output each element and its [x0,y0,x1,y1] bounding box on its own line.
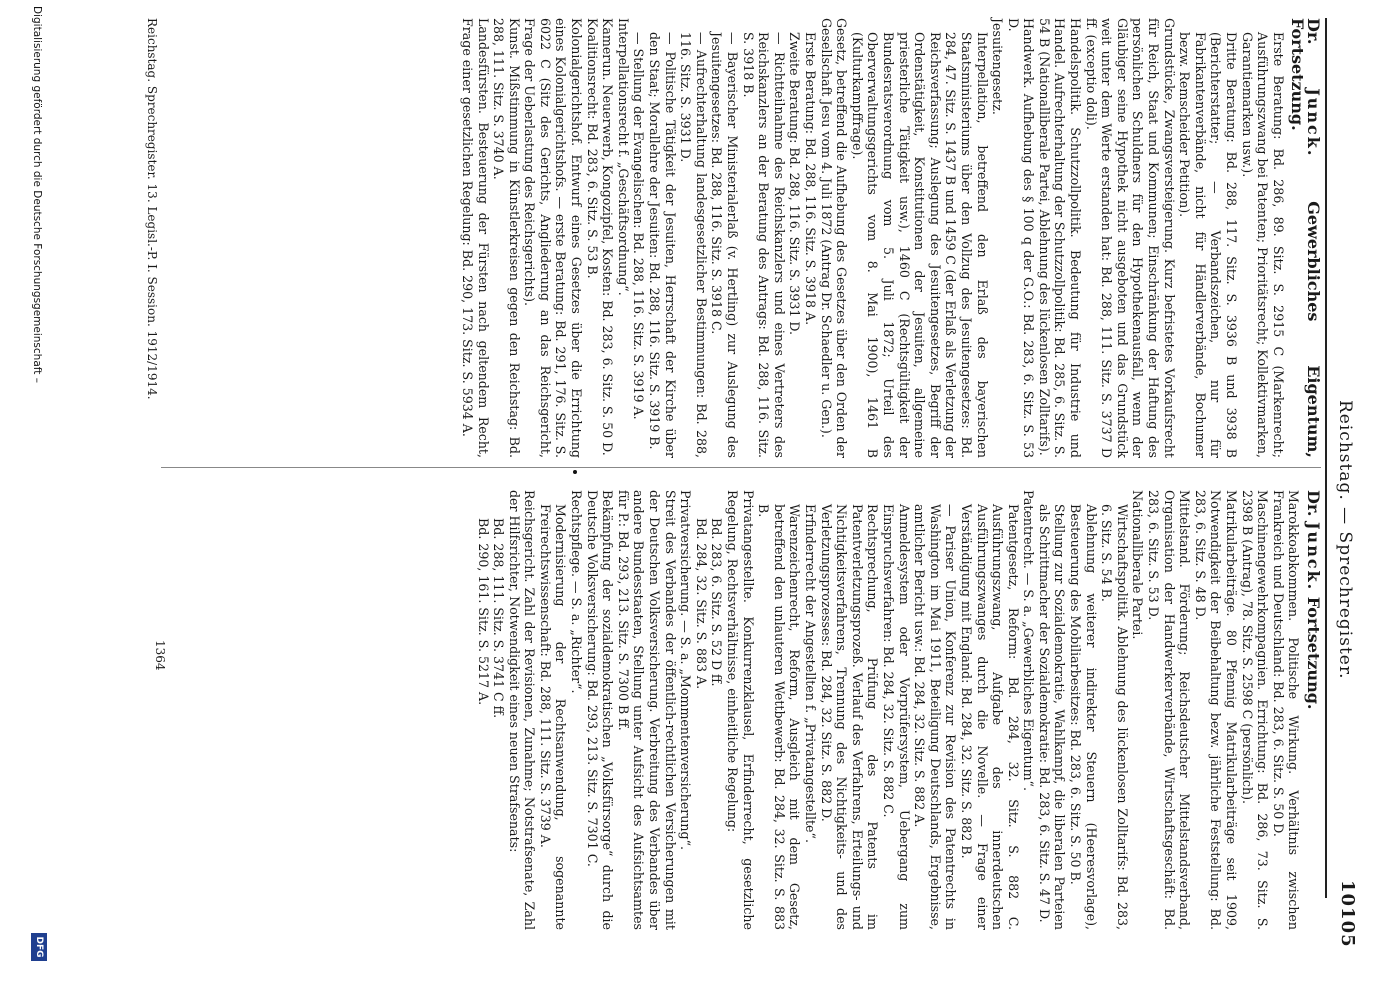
entry-text: Bekämpfung der sozialdemokratischen „Volksfürsorge“ durch die Deutsche Volksversicherung: Bd. 293, 213. Sitz. S. 7301 C. [584,490,616,930]
entry-text: Interpellationsrecht f. „Geschäftsordnung“. [615,18,631,296]
entry-text: Ablehnung weiterer indirekter Steuern (Heeresvorlage), Besteuerung des Mobiliarbesitzes: Bd. 283, 6. Sitz. S. 50 B. [1068,504,1099,930]
entry-text: Nationalliberale Partei. [1130,490,1146,640]
entry-text: Stellung zur Sozialdemokratie, Wahlkampf, die liberalen Parteien als Schrittmacher der Sozialdemokratie: Bd. 283, 6. Sitz. S. 47 D. [1036,504,1068,930]
right-column-title [1305,490,1321,930]
entry-text: Handelspolitik. Schutzzollpolitik. Bedeutung für Industrie und Handel. Aufrechterhaltung der Schutzzollpolitik: Bd. 285, 6. Sitz. S. 54 B (Nationalliberale Partei, Ablehnung des lückenlosen Zolltarifs). [1036,18,1084,458]
entry-text: Matrikularbeiträge. 80 Pfennig Matrikularbeiträge seit 1909, Notwendigkeit der Beibehaltung bezw. jährliche Feststellung: Bd. 283, 6. Sitz. S. 48 D. [1192,490,1240,930]
entry-text: Mittelstand. Förderung; Reichsdeutscher Mittelstandsverband, Organisation der Handwerkerverbände, Wirtschaftsgeschäft: Bd. 283, 6. Sitz. S. 53 D. [1146,490,1193,930]
entry-text: Streit des Verbandes der öffentlich-rechtlichen Versicherungen mit der Deutschen Volksversicherung. Verbreitung des Verbandes über andere Bundesstaaten, Stellung unter Aufsicht des Aufsichtsamtes für P.: Bd. 293, 213. Sitz. S. 7300 B ff. [615,490,678,930]
footer-page-number: 1364 [153,640,167,671]
entry-text: Marokkoabkommen. Politische Wirkung. Verhältnis zwischen Frankreich und Deutschland: Bd. 283, 6. Sitz. S. 50 D. [1270,490,1302,930]
entry-text: Wirtschaftspolitik. Ablehnung des lückenlosen Zolltarifs: Bd. 283, 6. Sitz. S. 54 B. [1099,504,1130,930]
entry-text: — Aufrechterhaltung landesgesetzlicher Bestimmungen: Bd. 288, 116. Sitz. S. 3931 D. [678,32,709,458]
title-prefix: Dr. [1304,490,1323,517]
entry-text: — Stellung der Evangelischen: Bd. 288, 116. Sitz. S. 3919 A. [631,32,647,420]
entry-text: Bd. 283, 6. Sitz. S. 52 D ff. [709,518,725,687]
entry-text: Privatangestellte. Konkurrenzklausel, Erfinderrecht, gesetzliche Regelung, Rechtsverhältnisse, einheitliche Regelung: [725,490,756,930]
digitization-caption: Digitalisierung gefördert durch die Deutsche Forschungsgemeinschaft – [31,6,43,383]
entry-text: Reichsgericht. Zahl der Revisionen, Zunahme; Notstrafsenate, Zahl der Hilfsrichter, Notwendigkeit eines neuen Strafsenats: [506,490,538,930]
entry-text: Warenzeichenrecht, Reform, Ausgleich mit dem Gesetz, betreffend den unlauteren Wettbewerb: Bd. 284, 32. Sitz. S. 883 B. [756,504,803,930]
entry-text: — Richtteilnahme des Reichskanzlers und eines Vertreters des Reichskanzlers an der Beratung des Antrags: Bd. 288, 116. Sitz. S. 3918 B. [740,32,787,458]
entry-text: Landesfürsten. Besteuerung der Fürsten nach geltendem Recht, Frage einer gesetzlichen Regelung: Bd. 290, 173. Sitz. S. 5934 A. [459,18,491,458]
entry-text: Zweite Beratung: Bd. 288, 116. Sitz. S. 3931 D. [787,32,803,336]
entry-text: Patentrecht. — S. a. „Gewerbliches Eigentum“. [1021,490,1037,791]
running-header: Reichstag. — Sprechregister. [1335,400,1355,680]
entry-text: Erfinderrecht der Angestellten f. „Privatangestellte“. [803,504,818,843]
entry-text: Interpellation, betreffend den Erlaß des bayerischen Staatsministeriums über den Vollzug des Jesuitengesetzes: Bd. 284, 47. Sitz. S. 1437 B und 1459 C (der Erlaß als Verletzung der Reichsverfassung; Auslegung des Jesuitengesetzes, Begriff der Ordenstätigkeit, Konstitutionen der Jesuiten, allgemeine priesterliche Tätigkeit usw.), 1460 C (Rechtsgültigkeit der Bundesratsverordnung vom 5. Juli 1872; Urteil des Oberverwaltungsgerichts vom 8. Mai 1900), 1461 B (Kulturkampffrage). [849,32,990,458]
entry-text: Kamerun. Neuerwerb, Kongozipfel, Kosten: Bd. 283, 6. Sitz. S. 50 D. [600,18,616,456]
title-suffix: Gewerbliches Eigentum, Fortsetzung. [1288,18,1323,458]
entry-text: Patentgesetz, Reform: Bd. 284, 32. Sitz. S. 882 C. Ausführungszwang, Aufgabe des innerdeutschen Ausführungszwanges durch die Novelle. — Frage einer Verständigung mit England: Bd. 284, 32. Sitz. S. 882 B. [958,504,1021,930]
entry-text: — Bayerischer Ministerialerlaß (v. Hertling) zur Auslegung des Jesuitengesetzes: Bd. 288, 116. Sitz. S. 3918 C. [709,32,741,458]
page-number: 10105 [1337,880,1358,948]
entry-text: Erste Beratung: Bd. 288, 116. Sitz. S. 3918 A. [803,32,818,326]
entry-text: Jesuitengesetz. [990,18,1006,115]
entry-text: Gesetz, betreffend die Aufhebung des Gesetzes über den Orden der Gesellschaft Jesu vom 4. Juli 1872 (Antrag Dr. Schaedler u. Gen.). [818,18,850,458]
scan-speck [573,470,577,474]
entry-text: Grundstücke, Zwangsversteigerung. Kurz befristetes Vorkaufsrecht für Reich, Staat und Kommunen; Einschränkung der Haftung des persönlichen Schuldners für den Hypothekenausfall, wenn der Gläubiger seine Hypothek nicht ausgeboten und das Grundstück weit unter dem Werte erstanden hat: Bd. 288, 111. Sitz. S. 3737 D ff. (exceptio doli). [1083,18,1177,458]
entry-text: Rechtsprechung, Prüfung des Patents im Patentverletzungsprozeß. Verlauf des Verfahrens, Erteilungs- und Nichtigkeitsverfahrens, Trennung des Nichtigkeits- und des Verletzungsprozesses: Bd. 284, 32. Sitz. S. 882 D. [818,504,881,930]
entry-text: Bd. 284, 32. Sitz. S. 883 A. [693,518,709,690]
page-footer: Reichstag. Sprechregister. 13. Legisl.-P. I. Session. 1912/1914. [145,18,159,400]
header-rule [1325,18,1327,898]
entry-text: Bd. 290, 161. Sitz. S. 5217 A. [475,518,491,706]
column-divider [161,467,1321,468]
entry-text: Koalitionsrecht: Bd. 283, 6. Sitz. S. 53 B. [584,18,600,279]
entry-text: Rechtspflege. — S. a. „Richter“. [569,490,585,694]
entry-text: Dritte Beratung: Bd. 288, 117. Sitz. S. 3936 B und 3938 B (Berichterstatter; — Verbandszeichen, nur für Fabrikantenverbände, nicht für Händlerverbände, Bochumer bezw. Remscheider Petition). [1177,32,1240,458]
entry-text: Modernisierung der Rechtsanwendung, sogenannte Freirechtswissenschaft: Bd. 288, 111. Sitz. S. 3739 A. [537,504,569,930]
entry-text: Kolonialgerichtshof. Entwurf eines Gesetzes über die Errichtung eines Kolonialgerichtshofs. — erste Beratung: Bd. 291, 176. Sitz. S. 6022 C (Sitz des Gerichts, Angliederung an das Reichsgericht, Frage der Ueberlastung des Reichsgerichts). [522,18,585,458]
left-column [459,18,1321,458]
title-suffix: Fortsetzung. [1304,596,1323,710]
left-column-title [1290,18,1321,458]
author-name: Junck. [1304,88,1323,158]
entry-text: Kunst. Mißstimmung in Künstlerkreisen gegen den Reichstag: Bd. 288, 111. Sitz. S. 3740 A. [491,18,522,458]
entry-text: Handwerk. Aufhebung des § 100 q der G.O.: Bd. 283, 6. Sitz. S. 53 D. [1005,18,1037,458]
entry-text: Maschinengewehrkompagnien. Errichtung: Bd. 286, 73. Sitz. S. 2398 B (Antrag), 78. Sitz. S. 2598 C (persönlich). [1239,490,1271,930]
entry-text: Erste Beratung: Bd. 286, 89. Sitz. S. 2915 C (Markenrecht; Ausführungszwang bei Patenten; Prioritätsrecht; Kollektivmarken, Garantiemarken usw.). [1239,32,1286,458]
title-prefix: Dr. [1304,18,1323,45]
entry-text: — Pariser Union, Konferenz zur Revision des Patentrechts in Washington im Mai 1911, Beteiligung Deutschlands, Ergebnisse, amtlicher Bericht usw.: Bd. 284, 32. Sitz. S. 882 A. [912,504,959,930]
dfg-logo-icon: DFG [31,933,47,961]
entry-text: Bd. 288, 111. Sitz. S. 3741 C ff. [491,518,507,719]
entry-text: Anmeldesystem oder Vorprüfersystem, Uebergang zum Einspruchsverfahren: Bd. 284, 32. Sitz. S. 882 C. [880,504,912,930]
author-name: Junck. [1304,521,1323,592]
entry-text: — Politische Tätigkeit der Jesuiten, Herrschaft der Kirche über den Staat; Morallehre der Jesuiten: Bd. 288, 116. Sitz. S. 3919 B. [647,32,678,458]
right-column [475,490,1321,930]
entry-text: Privatversicherung. — S. a. „Mommentenversicherung“. [678,490,694,851]
